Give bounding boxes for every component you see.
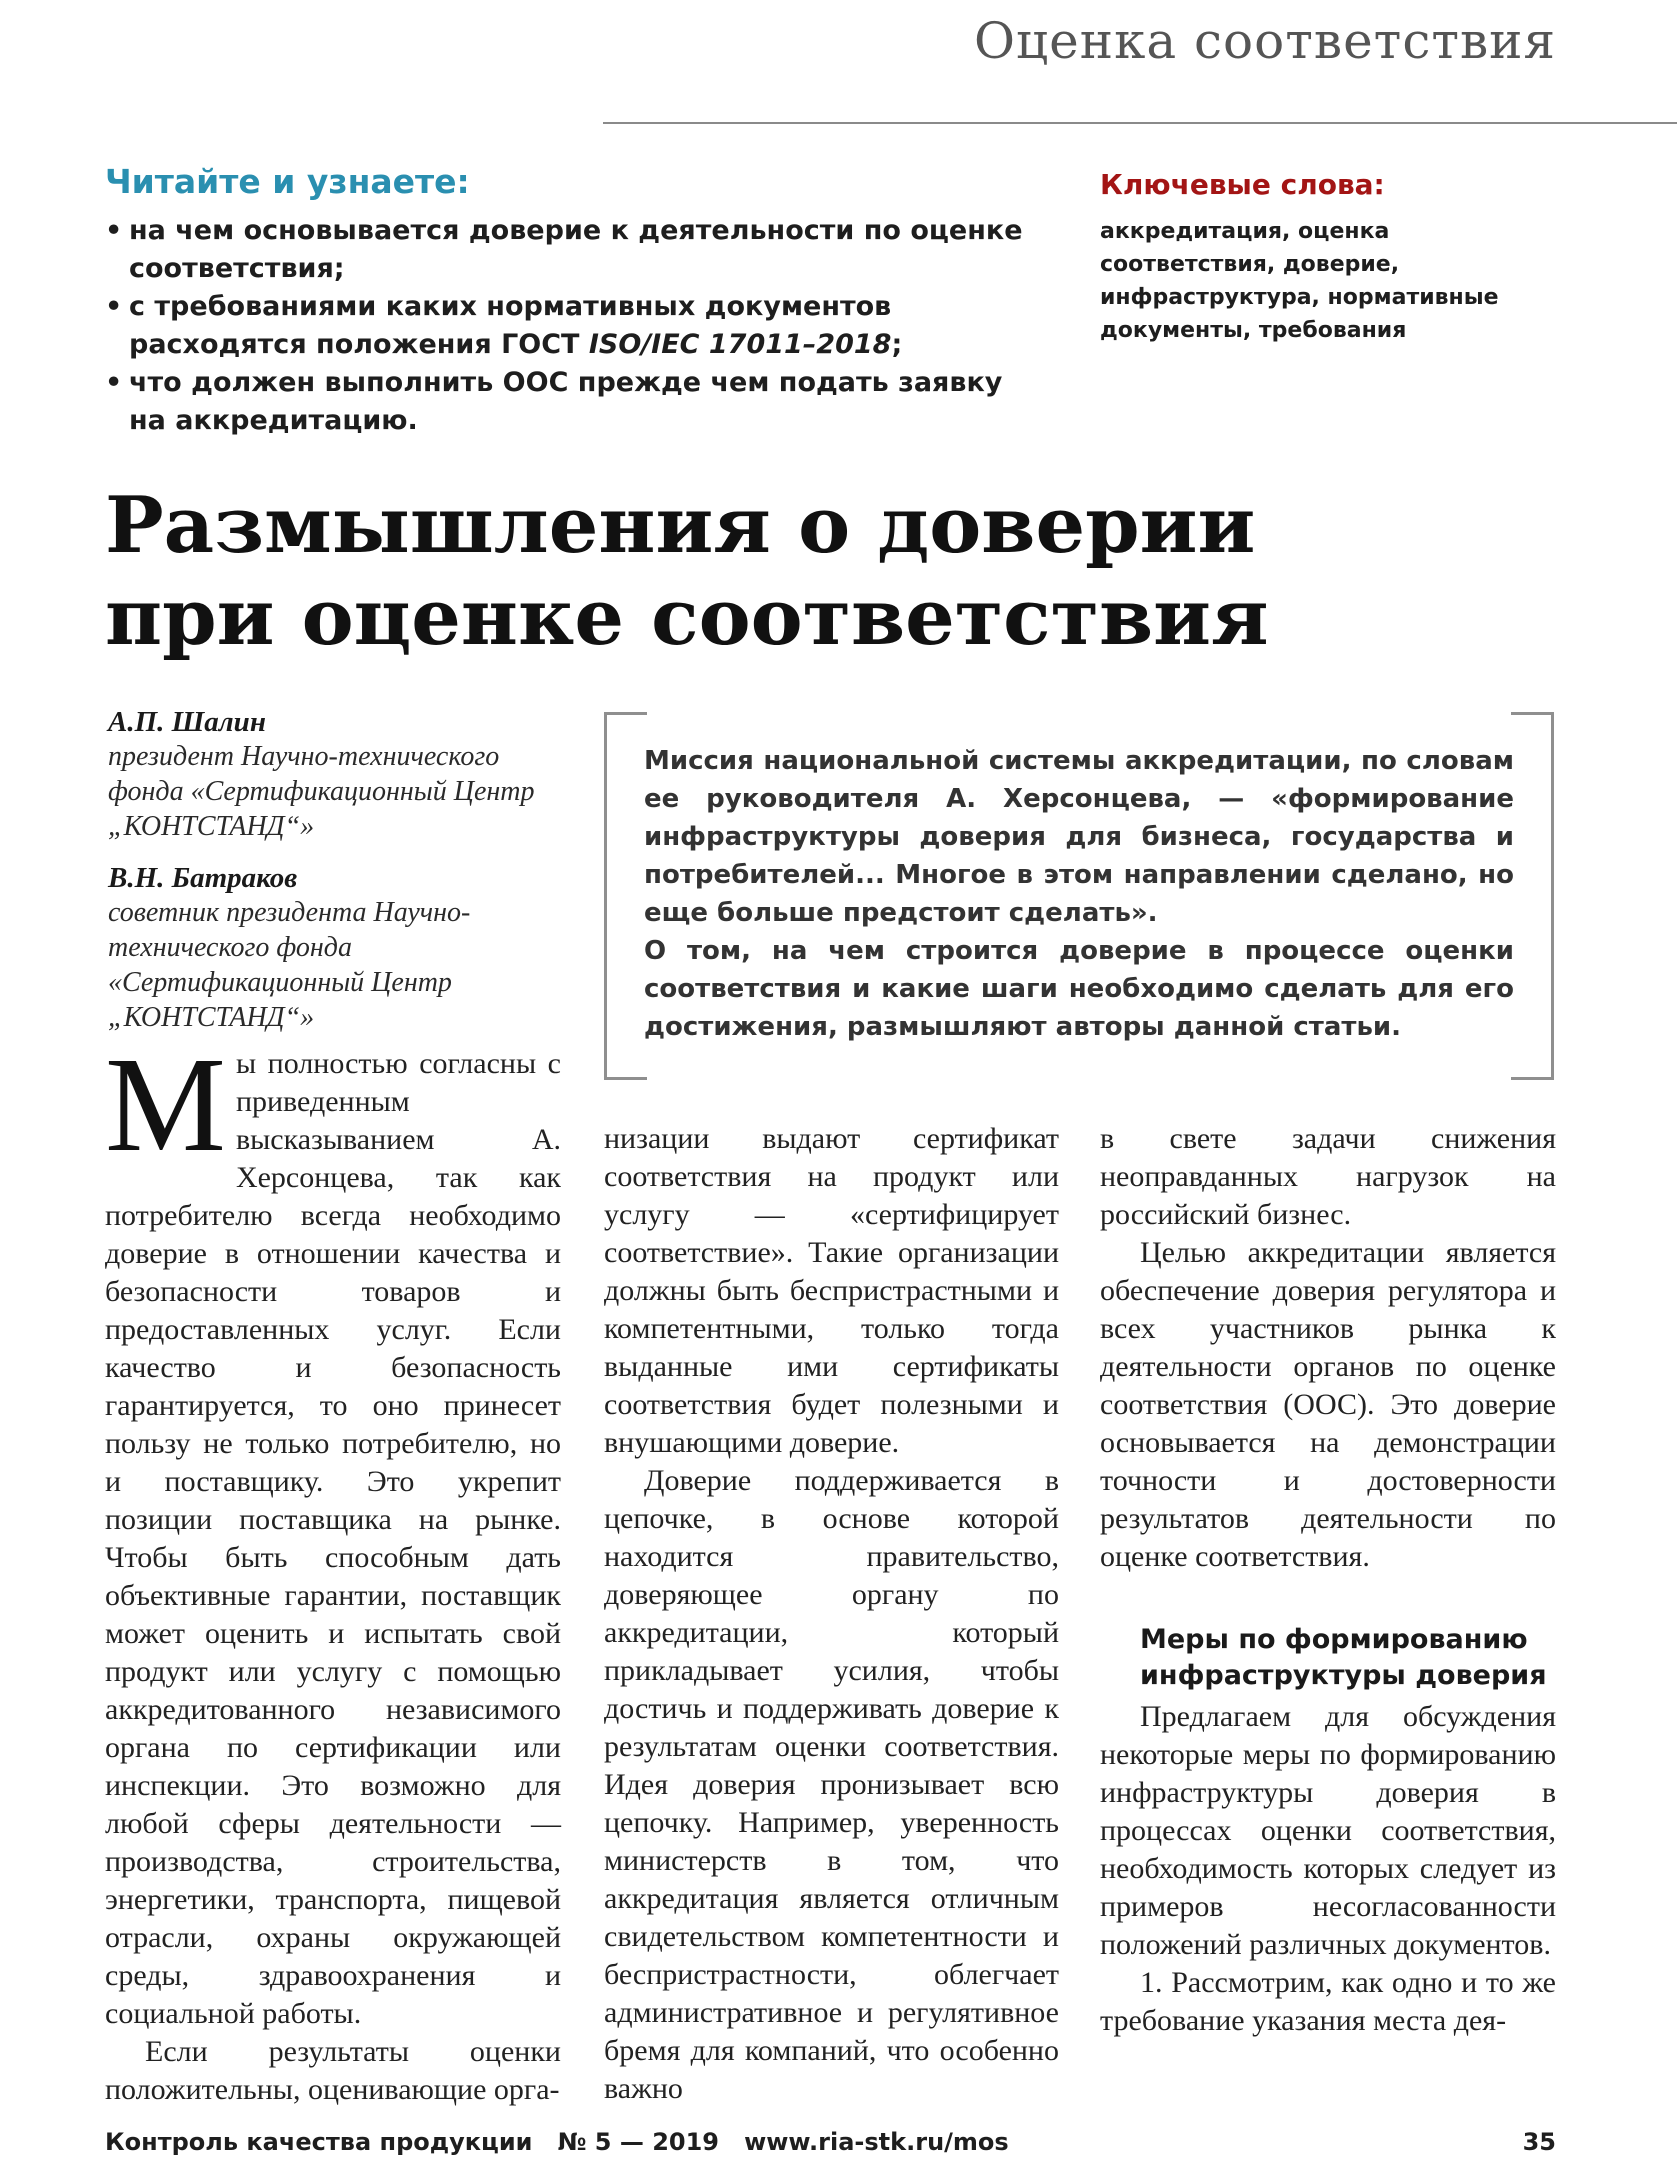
drop-cap: М — [105, 1030, 226, 1180]
header-divider — [603, 122, 1677, 124]
body-paragraph: Если результаты оценки положительны, оценивающие орга- — [105, 2035, 561, 2106]
quote-bracket-left — [604, 712, 647, 1080]
journal-name: Контроль качества продукции — [105, 2128, 533, 2156]
author-block — [108, 862, 563, 1035]
article-title-line2: при оценке соответствия — [105, 572, 1269, 663]
author-name: А.П. Шалин — [108, 706, 266, 738]
article-title — [105, 480, 1405, 664]
author-role: президент Научно-технического фонда «Сертификационный Центр „КОНТСТАНД“» — [108, 741, 535, 842]
quote-paragraph: О том, на чем строится доверие в процессе оценки соответствия и какие шаги необходимо сделать для его достижения, размышляют авторы данной статьи. — [644, 936, 1514, 1042]
learn-heading: Читайте и узнаете: — [105, 162, 470, 201]
keywords-text: аккредитация, оценка соответствия, доверие, инфраструктура, нормативные документы, требования — [1100, 219, 1499, 343]
issue-number: № 5 — 2019 — [557, 2128, 719, 2156]
quote-text — [644, 742, 1514, 1046]
body-column-3 — [1100, 1120, 1556, 2040]
journal-url[interactable]: www.ria-stk.ru/mos — [744, 2128, 1009, 2156]
learn-item: • на чем основывается доверие к деятельности по оценке соответствия; — [105, 212, 1045, 288]
body-paragraph: Предлагаем для обсуждения некоторые меры по формированию инфраструктуры доверия в процессах оценки соответствия, необходимость которых следует из примеров несогласованности положений различных документов. — [1100, 1700, 1556, 1961]
author-block — [108, 706, 563, 844]
body-paragraph: в свете задачи снижения неоправданных нагрузок на российский бизнес. — [1100, 1122, 1556, 1231]
footer — [105, 2128, 1009, 2156]
section-title: Оценка соответствия — [974, 12, 1556, 70]
pull-quote — [604, 712, 1554, 1074]
author-name: В.Н. Батраков — [108, 862, 298, 894]
section-subheading: Меры по формированию инфраструктуры доверия — [1140, 1624, 1547, 1691]
body-paragraph: низации выдают сертификат соответствия на продукт или услугу — «сертифицирует соответствие». Такие организации должны быть беспристрастными и компетентными, только тогда выданные ими сертификаты соответствия будет полезными и внушающими доверие. — [604, 1122, 1059, 1459]
page-number: 35 — [1522, 2128, 1556, 2156]
body-paragraph: Мы полностью согласны с приведенным высказыванием А. Херсонцева, так как потребителю всегда необходимо доверие в отношении качества и безопасности товаров и предоставленных услуг. Если качество и безопасность гарантируется, то оно принесет пользу не только потребителю, но и поставщику. Это укрепит позиции поставщика на рынке. Чтобы быть способным дать объективные гарантии, поставщик может оценить и испытать свой продукт или услугу с помощью аккредитованного независимого органа по сертификации или инспекции. Это возможно для любой сферы деятельности — производства, строительства, энергетики, транспорта, пищевой отрасли, охраны окружающей среды, здравоохранения и социальной работы. — [105, 1030, 561, 2030]
learn-item: • с требованиями каких нормативных документов расходятся положения ГОСТ ISO/IEC 17011–2018; — [105, 288, 1045, 364]
keywords-heading: Ключевые слова: — [1100, 168, 1385, 201]
learn-list — [105, 212, 1045, 440]
quote-bracket-right — [1511, 712, 1554, 1080]
body-column-1 — [105, 1030, 561, 2109]
article-title-line1: Размышления о доверии — [105, 480, 1256, 571]
body-paragraph: 1. Рассмотрим, как одно и то же требование указания места дея- — [1100, 1966, 1556, 2037]
body-column-2 — [604, 1120, 1059, 2108]
learn-item: • что должен выполнить ООС прежде чем подать заявку на аккредитацию. — [105, 364, 1045, 440]
body-paragraph: Целью аккредитации является обеспечение доверия регулятора и всех участников рынка к деятельности органов по оценке соответствия (ООС). Это доверие основывается на демонстрации точности и достоверности результатов деятельности по оценке соответствия. — [1100, 1236, 1556, 1573]
body-paragraph: Доверие поддерживается в цепочке, в основе которой находится правительство, доверяющее органу по аккредитации, который прикладывает усилия, чтобы достичь и поддерживать доверие к результатам оценки соответствия. Идея доверия пронизывает всю цепочку. Например, уверенность министерств в том, что аккредитация является отличным свидетельством компетентности и беспристрастности, облегчает административное и регулятивное бремя для компаний, что особенно важно — [604, 1464, 1059, 2105]
quote-paragraph: Миссия национальной системы аккредитации, по словам ее руководителя А. Херсонцева, — «формирование инфраструктуры доверия для бизнеса, государства и потребителей... Многое в этом направлении сделано, но еще больше предстоит сделать». — [644, 746, 1514, 928]
author-role: советник президента Научно-технического фонда «Сертификационный Центр „КОНТСТАНД“» — [108, 897, 471, 1033]
